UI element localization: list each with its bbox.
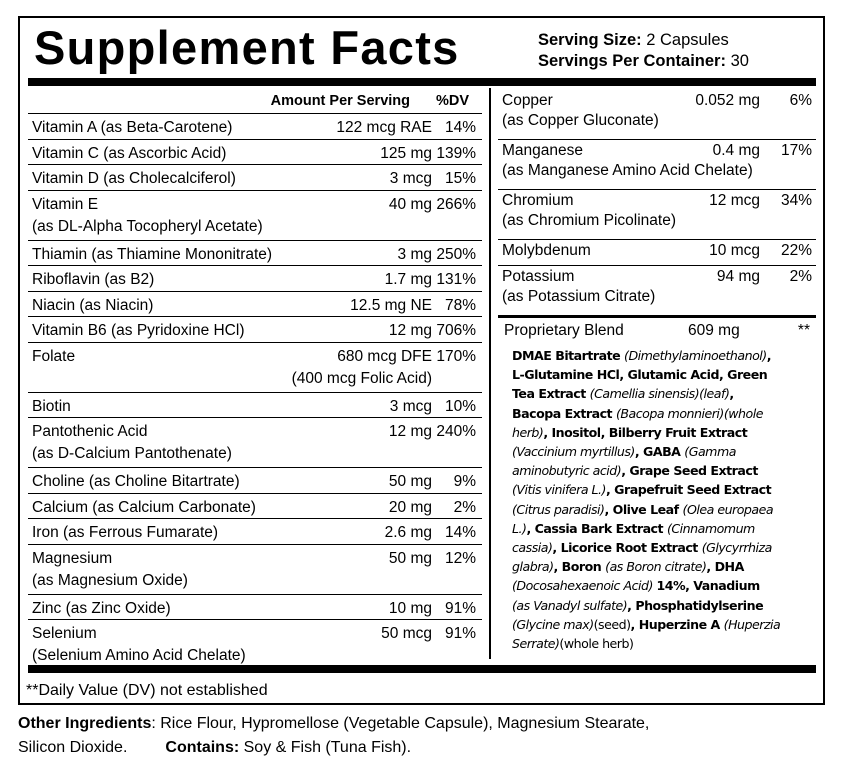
blend-segment: , Cassia Bark Extract (526, 520, 667, 536)
nutrient-dv: 2% (453, 498, 476, 516)
blend-segment: L.) (512, 520, 527, 536)
other-ingredients-label: Other Ingredients (18, 715, 152, 732)
nutrient-row (28, 140, 482, 166)
blend-segment: (Glycyrrhiza (701, 540, 772, 556)
nutrient-name: Folate (32, 347, 76, 365)
other-ingredients (18, 712, 818, 760)
nutrient-dv: 10% (444, 397, 476, 415)
column-header (28, 90, 482, 114)
blend-segment: cassia) (512, 540, 553, 556)
nutrient-name: Thiamin (as Thiamine Mononitrate) (32, 245, 273, 263)
nutrient-source: (as Copper Gluconate) (502, 112, 659, 129)
blend-segment: Bacopa Extract (512, 405, 616, 421)
blend-segment: aminobutyric acid) (512, 463, 622, 479)
nutrient-name: Vitamin C (as Ascorbic Acid) (32, 144, 227, 162)
serving-size-label: Serving Size: (538, 31, 642, 49)
blend-segment: (Vitis vinifera L.) (512, 482, 606, 498)
nutrient-name: Molybdenum (502, 242, 591, 259)
blend-line (512, 634, 812, 653)
blend-line (512, 384, 812, 403)
blend-dv: ** (797, 322, 810, 339)
nutrient-source: (as D-Calcium Pantothenate) (32, 445, 232, 462)
nutrient-amount: 0.052 mg (695, 92, 760, 109)
blend-line (512, 615, 812, 634)
nutrient-amount: 50 mg (388, 473, 432, 490)
nutrient-dv: 139% (436, 144, 476, 162)
blend-segment: (Docosahexaenoic Acid) (512, 578, 657, 594)
nutrient-row (498, 266, 816, 318)
nutrient-dv: 2% (789, 268, 812, 285)
blend-name: Proprietary Blend (504, 322, 624, 339)
nutrient-name: Choline (as Choline Bitartrate) (32, 473, 240, 490)
nutrient-amount: 1.7 mg (384, 271, 432, 288)
blend-segment: Tea Extract (512, 386, 590, 402)
blend-segment: , Boron (553, 559, 606, 575)
nutrient-amount: 3 mcg (389, 397, 432, 415)
blend-segment: , Inositol, Bilberry Fruit Extract (543, 424, 748, 440)
blend-segment: , Grape Seed Extract (621, 463, 758, 479)
nutrient-name: Vitamin E (32, 195, 99, 213)
column-divider (489, 88, 491, 659)
blend-segment: , Grapefruit Seed Extract (605, 482, 772, 498)
blend-segment: (Dimethylaminoethanol) (624, 348, 767, 363)
blend-amount: 609 mg (688, 322, 740, 339)
blend-segment: , Licorice Root Extract (552, 540, 702, 556)
blend-segment: , DHA (706, 559, 744, 575)
nutrient-row (28, 468, 482, 494)
nutrient-dv: 250% (436, 245, 476, 263)
nutrient-row (28, 165, 482, 191)
nutrient-row (28, 191, 482, 241)
nutrient-amount: 50 mg (388, 549, 432, 567)
nutrient-amount: 94 mg (716, 268, 760, 285)
blend-segment: Serrate) (512, 636, 560, 652)
nutrient-dv: 91% (444, 599, 476, 617)
nutrient-row (28, 418, 482, 468)
nutrient-row (28, 114, 482, 140)
blend-segment: herb) (512, 424, 544, 440)
nutrient-row (498, 240, 816, 266)
proprietary-blend-row (498, 318, 816, 346)
blend-segment: (Glycine max) (512, 616, 594, 632)
nutrient-row (28, 241, 482, 267)
nutrient-dv: 17% (780, 142, 812, 159)
contains-label: Contains: (165, 739, 240, 756)
nutrient-dv: 14% (444, 524, 476, 541)
blend-ingredients (512, 346, 812, 653)
blend-segment: (Vaccinium myrtillus) (512, 444, 635, 460)
blend-segment: , Phosphatidylserine (627, 597, 764, 613)
supplement-facts-panel (18, 16, 825, 705)
nutrient-amount: 125 mg (380, 144, 432, 162)
nutrient-name: Pantothenic Acid (32, 423, 148, 440)
nutrient-dv: 34% (780, 192, 812, 209)
blend-segment: (Huperzia (723, 616, 781, 632)
nutrient-source: (400 mcg Folic Acid) (291, 369, 432, 387)
nutrient-amount: 12 mg (388, 322, 432, 339)
nutrient-name: Manganese (502, 142, 584, 159)
blend-line (512, 576, 812, 595)
left-rows (28, 114, 482, 669)
nutrient-amount: 2.6 mg (384, 524, 432, 541)
nutrient-amount: 50 mcg (381, 625, 432, 642)
blend-segment: L-Glutamine HCl, Glutamic Acid, Green (512, 367, 768, 383)
nutrient-amount: 20 mg (388, 498, 432, 516)
nutrient-row (28, 292, 482, 318)
blend-segment: (as Vanadyl sulfate) (512, 597, 628, 613)
blend-segment: , (729, 386, 734, 402)
serving-size-value: 2 Capsules (646, 31, 729, 49)
blend-segment: (Cinnamomum (666, 520, 755, 536)
blend-line (512, 365, 812, 384)
nutrient-row (28, 620, 482, 669)
amount-per-serving-header: Amount Per Serving (270, 93, 410, 109)
blend-segment: (Gamma (684, 444, 736, 460)
nutrient-row (28, 266, 482, 292)
nutrient-name: Magnesium (32, 549, 113, 567)
contains-text: Soy & Fish (Tuna Fish). (239, 739, 412, 756)
nutrient-source: (as DL-Alpha Tocopheryl Acetate) (32, 217, 263, 235)
servings-per-container-value: 30 (730, 52, 749, 70)
blend-line (512, 480, 812, 499)
nutrient-name: Vitamin B6 (as Pyridoxine HCl) (32, 322, 245, 339)
nutrient-row (28, 519, 482, 545)
blend-line (512, 519, 812, 538)
nutrient-name: Copper (502, 92, 553, 109)
nutrient-name: Zinc (as Zinc Oxide) (32, 599, 171, 617)
nutrient-source: (Selenium Amino Acid Chelate) (32, 647, 246, 664)
nutrient-dv: 14% (444, 119, 476, 136)
nutrient-dv: 240% (436, 423, 476, 440)
nutrient-row (498, 140, 816, 190)
nutrient-dv: 12% (444, 549, 476, 567)
other-ingredients-text-2: Silicon Dioxide. (18, 739, 128, 756)
nutrient-name: Iron (as Ferrous Fumarate) (32, 524, 219, 541)
nutrient-dv: 170% (436, 347, 476, 365)
nutrient-name: Calcium (as Calcium Carbonate) (32, 498, 256, 516)
blend-line (512, 404, 812, 423)
nutrient-name: Selenium (32, 625, 97, 642)
nutrient-dv: 6% (789, 92, 812, 109)
nutrient-name: Vitamin D (as Cholecalciferol) (32, 170, 236, 187)
nutrient-source: (as Chromium Picolinate) (502, 212, 676, 229)
nutrient-name: Riboflavin (as B2) (32, 271, 155, 288)
nutrient-name: Niacin (as Niacin) (32, 296, 154, 314)
nutrient-dv: 78% (444, 296, 476, 314)
servings-per-container-label: Servings Per Container: (538, 52, 726, 70)
nutrient-name: Potassium (502, 268, 575, 285)
blend-line (512, 500, 812, 519)
nutrient-amount: 680 mcg DFE (337, 347, 432, 365)
nutrient-row (498, 90, 816, 140)
blend-segment: , Olive Leaf (604, 501, 683, 517)
blend-segment: (Citrus paradisi) (512, 501, 605, 517)
nutrient-amount: 3 mcg (389, 170, 432, 187)
blend-segment: , GABA (634, 444, 685, 460)
nutrient-amount: 122 mcg RAE (336, 119, 432, 136)
blend-segment: DMAE Bitartrate (512, 348, 625, 363)
panel-title: Supplement Facts (34, 21, 460, 74)
nutrient-source: (as Potassium Citrate) (502, 288, 656, 305)
top-rule (28, 78, 816, 86)
blend-segment: (as Boron citrate) (605, 559, 707, 575)
nutrient-row (498, 190, 816, 240)
other-ingredients-text: : Rice Flour, Hypromellose (Vegetable Capsule), Magnesium Stearate, (151, 715, 650, 732)
blend-segment: (seed) (593, 616, 631, 632)
blend-segment: , (766, 348, 771, 363)
right-rows (498, 90, 816, 318)
dv-header: %DV (435, 93, 469, 109)
nutrient-amount: 12.5 mg NE (350, 296, 432, 314)
blend-line (512, 423, 812, 442)
blend-segment: glabra) (512, 559, 554, 575)
blend-segment: (Bacopa monnieri)(whole (615, 405, 763, 421)
blend-segment: , Huperzine A (630, 616, 724, 632)
blend-line (512, 538, 812, 557)
nutrient-dv: 131% (436, 271, 476, 288)
nutrient-name: Vitamin A (as Beta-Carotene) (32, 119, 233, 136)
nutrient-dv: 91% (444, 625, 476, 642)
nutrient-amount: 12 mg (388, 423, 432, 440)
blend-line (512, 442, 812, 461)
blend-segment: (Olea europaea (682, 501, 774, 517)
blend-line (512, 461, 812, 480)
nutrient-name: Biotin (32, 397, 71, 415)
blend-segment: 14%, Vanadium (656, 578, 760, 594)
blend-line (512, 346, 812, 365)
nutrient-amount: 12 mcg (709, 192, 760, 209)
serving-info (538, 30, 749, 72)
nutrient-dv: 9% (453, 473, 476, 490)
nutrient-row (28, 595, 482, 621)
nutrient-row (28, 343, 482, 393)
blend-line (512, 557, 812, 576)
nutrient-name: Chromium (502, 192, 574, 209)
nutrient-row (28, 545, 482, 595)
nutrient-dv: 15% (444, 170, 476, 187)
blend-line (512, 596, 812, 615)
nutrient-row (28, 494, 482, 520)
nutrient-amount: 3 mg (397, 245, 432, 263)
nutrient-dv: 706% (436, 322, 476, 339)
nutrient-amount: 10 mg (388, 599, 432, 617)
nutrient-row (28, 317, 482, 343)
nutrient-row (28, 393, 482, 419)
nutrient-amount: 40 mg (388, 195, 432, 213)
blend-segment: (whole herb) (559, 636, 634, 652)
nutrient-amount: 0.4 mg (712, 142, 760, 159)
nutrient-dv: 266% (436, 195, 476, 213)
bottom-rule (28, 665, 816, 673)
nutrient-dv: 22% (780, 242, 812, 259)
right-nutrient-column (498, 90, 816, 652)
dv-footnote: **Daily Value (DV) not established (26, 682, 268, 699)
left-nutrient-column (28, 90, 482, 669)
nutrient-source: (as Manganese Amino Acid Chelate) (502, 162, 753, 179)
blend-segment: (Camellia sinensis)(leaf) (589, 386, 730, 402)
nutrient-amount: 10 mcg (709, 242, 760, 259)
nutrient-source: (as Magnesium Oxide) (32, 571, 188, 589)
